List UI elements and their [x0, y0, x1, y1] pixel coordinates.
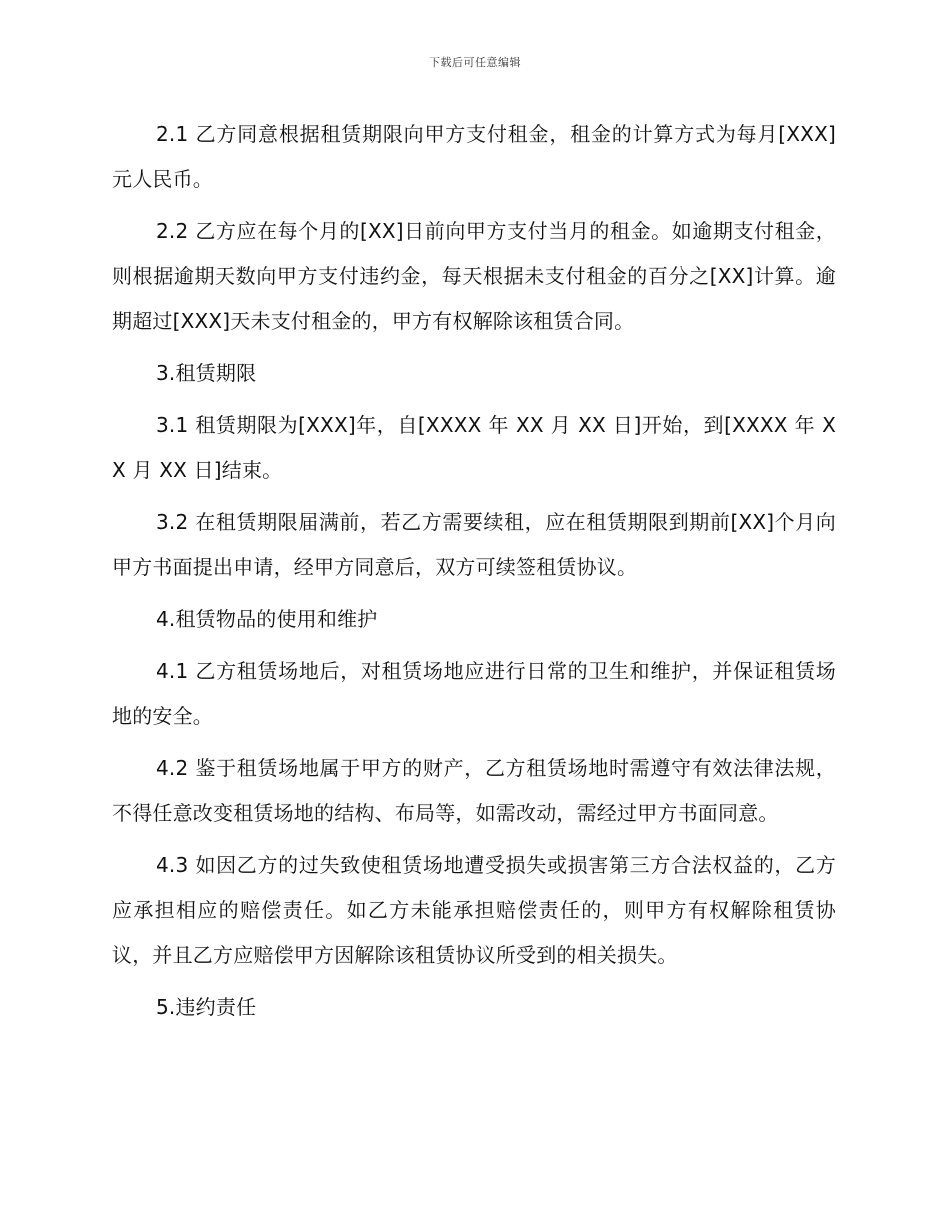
clause-2-2: 2.2 乙方应在每个月的[XX]日前向甲方支付当月的租金。如逾期支付租金，则根据逾期天数向甲方支付违约金，每天根据未支付租金的百分之[XX]计算。逾期超过[XXX]天未支付租金的，甲方有权解除该租赁合同。 — [112, 219, 836, 333]
clause-2-1: 2.1 乙方同意根据租赁期限向甲方支付租金，租金的计算方式为每月[XXX]元人民币。 — [112, 122, 836, 191]
document-body — [112, 112, 836, 1037]
clause-3-1: 3.1 租赁期限为[XXX]年，自[XXXX 年 XX 月 XX 日]开始，到[XXXX 年 XX 月 XX 日]结束。 — [112, 413, 836, 482]
section-heading-5: 5.违约责任 — [156, 995, 257, 1019]
clause-4-3: 4.3 如因乙方的过失致使租赁场地遭受损失或损害第三方合法权益的，乙方应承担相应的赔偿责任。如乙方未能承担赔偿责任的，则甲方有权解除租赁协议，并且乙方应赔偿甲方因解除该租赁协议所受到的相关损失。 — [112, 853, 836, 967]
section-heading-4: 4.租赁物品的使用和维护 — [156, 607, 378, 631]
clause-3-2: 3.2 在租赁期限届满前，若乙方需要续租，应在租赁期限到期前[XX]个月向甲方书面提出申请，经甲方同意后，双方可续签租赁协议。 — [112, 510, 836, 579]
header-note: 下载后可任意编辑 — [429, 56, 521, 69]
clause-4-2: 4.2 鉴于租赁场地属于甲方的财产，乙方租赁场地时需遵守有效法律法规，不得任意改变租赁场地的结构、布局等，如需改动，需经过甲方书面同意。 — [112, 756, 836, 825]
section-heading-3: 3.租赁期限 — [156, 361, 257, 385]
clause-4-1: 4.1 乙方租赁场地后，对租赁场地应进行日常的卫生和维护，并保证租赁场地的安全。 — [112, 659, 836, 728]
